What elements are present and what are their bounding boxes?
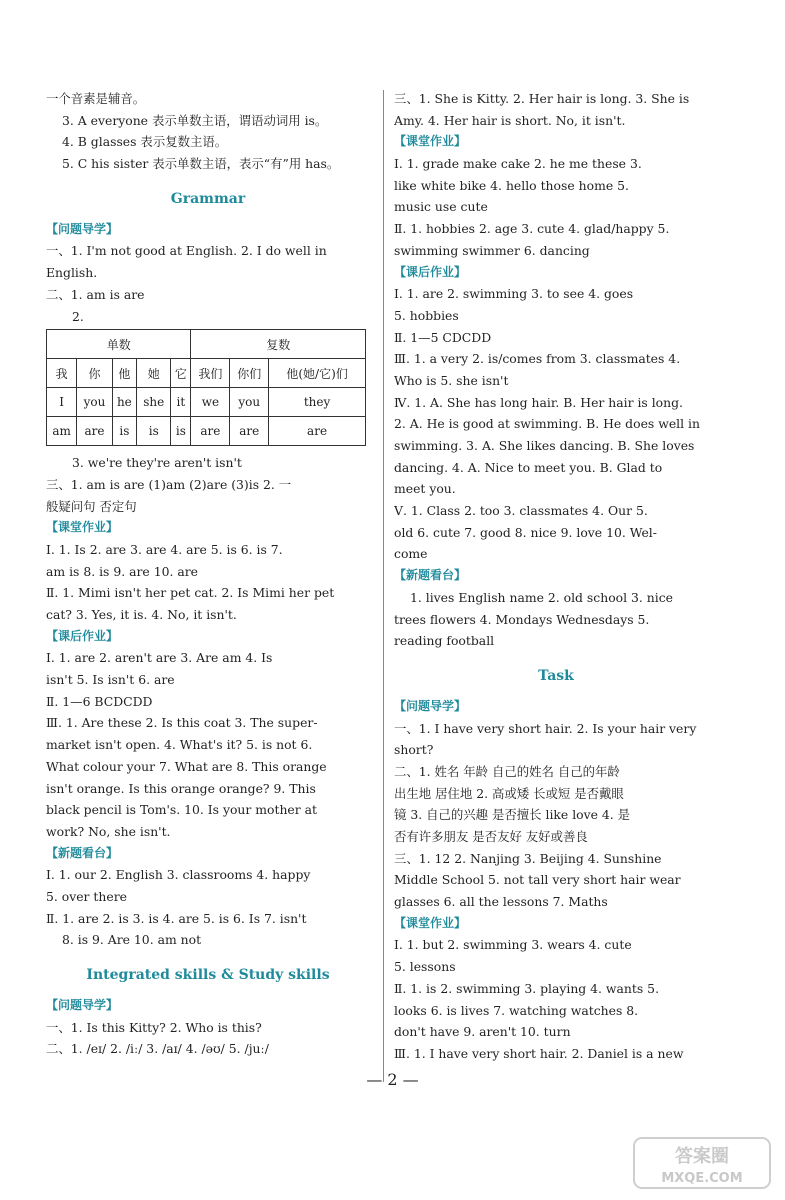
tag-wenti-daoxue: 【问题导学】 <box>46 998 119 1012</box>
text-line: Ⅲ. 1. I have very short hair. 2. Daniel is a new <box>394 1045 684 1061</box>
text-line: 8. is 9. Are 10. am not <box>62 932 202 948</box>
text-line: 5. hobbies <box>394 307 459 323</box>
text-line: meet you. <box>394 481 456 497</box>
tag-kehou-zuoye: 【课后作业】 <box>46 628 119 643</box>
section-title-integrated: Integrated skills & Study skills <box>86 967 330 983</box>
tag-ketang-zuoye: 【课堂作业】 <box>394 134 467 149</box>
table-cell: we <box>191 388 230 417</box>
table-cell: 他 <box>112 359 137 388</box>
table-cell: are <box>269 417 366 446</box>
left-column <box>46 88 370 1060</box>
table-cell: are <box>77 417 112 446</box>
text-line: Ⅱ. 1. are 2. is 3. is 4. are 5. is 6. Is 7. isn't <box>46 910 307 926</box>
table-cell: are <box>191 417 230 446</box>
table-cell: 我 <box>47 359 77 388</box>
text-line: 1. lives English name 2. old school 3. nice <box>410 589 673 605</box>
text-line: Ⅲ. 1. a very 2. is/comes from 3. classmates 4. <box>394 351 681 367</box>
text-line: swimming swimmer 6. dancing <box>394 242 590 258</box>
table-cell: 它 <box>171 359 191 388</box>
text-line: 三、1. am is are (1)am (2)are (3)is 2. 一 <box>46 476 292 492</box>
text-line: 一个音素是辅音。 <box>46 91 146 106</box>
text-line: 二、1. am is are <box>46 286 145 302</box>
text-line: What colour your 7. What are 8. This orange <box>46 758 327 774</box>
text-line: isn't 5. Is isn't 6. are <box>46 672 175 688</box>
text-line: 般疑问句 否定句 <box>46 498 137 514</box>
tag-xinti-kantai: 【新题看台】 <box>394 568 467 583</box>
text-line: 4. B glasses 表示复数主语。 <box>62 134 228 150</box>
column-divider <box>383 90 384 1082</box>
text-line: trees flowers 4. Mondays Wednesdays 5. <box>394 611 650 627</box>
table-cell: you <box>77 388 112 417</box>
text-line: Ⅳ. 1. A. She has long hair. B. Her hair is long. <box>394 394 683 410</box>
table-row <box>47 359 366 388</box>
text-line: 3. A everyone 表示单数主语，谓语动词用 is。 <box>62 112 328 128</box>
text-line: come <box>394 546 428 562</box>
text-line: isn't orange. Is this orange orange? 9. This <box>46 780 316 796</box>
text-line: work? No, she isn't. <box>46 823 171 839</box>
text-line: Ⅱ. 1. hobbies 2. age 3. cute 4. glad/happy 5. <box>394 221 670 237</box>
text-line: cat? 3. Yes, it is. 4. No, it isn't. <box>46 607 237 622</box>
text-line: Ⅲ. 1. Are these 2. Is this coat 3. The super- <box>46 715 318 731</box>
text-line: looks 6. is lives 7. watching watches 8. <box>394 1002 639 1018</box>
table-cell: is <box>112 417 137 446</box>
table-header-plural: 复数 <box>191 330 366 359</box>
text-line: Ⅰ. 1. Is 2. are 3. are 4. are 5. is 6. is 7. <box>46 541 283 557</box>
watermark-logo <box>632 1136 772 1190</box>
text-line: 5. over there <box>46 888 127 904</box>
text-line: black pencil is Tom's. 10. Is your mother at <box>46 802 317 818</box>
right-column <box>394 88 718 1065</box>
table-cell: 你 <box>77 359 112 388</box>
page-number: — 2 — <box>366 1070 419 1089</box>
table-cell: you <box>230 388 269 417</box>
text-line: swimming. 3. A. She likes dancing. B. She loves <box>394 438 695 453</box>
text-line: 2. A. He is good at swimming. B. He does well in <box>394 416 700 432</box>
text-line: reading football <box>394 633 495 649</box>
tag-wenti-daoxue: 【问题导学】 <box>394 698 467 713</box>
text-line: Middle School 5. not tall very short hair wear <box>394 872 681 888</box>
text-line: 出生地 居住地 2. 高或矮 长或短 是否戴眼 <box>394 785 624 801</box>
text-line: music use cute <box>394 199 488 215</box>
text-line: Ⅱ. 1—6 BCDCDD <box>46 693 153 709</box>
table-cell: 她 <box>137 359 171 388</box>
text-line: Ⅰ. 1. our 2. English 3. classrooms 4. happy <box>46 867 311 883</box>
text-line: 5. lessons <box>394 959 456 975</box>
table-cell: he <box>112 388 137 417</box>
text-line: Ⅱ. 1—5 CDCDD <box>394 329 492 345</box>
table-cell: am <box>47 417 77 446</box>
text-line: 二、1. /eɪ/ 2. /iː/ 3. /aɪ/ 4. /əʊ/ 5. /juː/ <box>46 1041 269 1057</box>
text-line: 三、1. She is Kitty. 2. Her hair is long. 3. She is <box>394 91 690 106</box>
text-line: am is 8. is 9. are 10. are <box>46 563 198 579</box>
text-line: 一、1. I'm not good at English. 2. I do well in <box>46 243 327 259</box>
text-line: 5. C his sister 表示单数主语，表示“有”用 has。 <box>62 156 340 172</box>
text-line: 3. we're they're aren't isn't <box>72 455 242 471</box>
table-row <box>47 388 366 417</box>
table-cell: 他(她/它)们 <box>269 359 366 388</box>
text-line: Ⅰ. 1. are 2. aren't are 3. Are am 4. Is <box>46 650 273 666</box>
section-title-task: Task <box>538 667 574 684</box>
text-line: Ⅰ. 1. are 2. swimming 3. to see 4. goes <box>394 286 634 302</box>
table-cell: are <box>230 417 269 446</box>
table-cell: is <box>171 417 191 446</box>
tag-xinti-kantai: 【新题看台】 <box>46 845 119 860</box>
table-header-single: 单数 <box>47 330 191 359</box>
section-title-grammar: Grammar <box>170 190 246 207</box>
text-line: glasses 6. all the lessons 7. Maths <box>394 894 608 910</box>
tag-wenti-daoxue: 【问题导学】 <box>46 221 119 236</box>
table-cell: they <box>269 388 366 417</box>
text-line: dancing. 4. A. Nice to meet you. B. Glad to <box>394 459 663 475</box>
text-line: 镜 3. 自己的兴趣 是否擅长 like love 4. 是 <box>394 807 631 823</box>
tag-ketang-zuoye: 【课堂作业】 <box>46 520 119 535</box>
text-line: old 6. cute 7. good 8. nice 9. love 10. Wel- <box>394 524 657 540</box>
tag-ketang-zuoye: 【课堂作业】 <box>394 915 467 930</box>
table-cell: 你们 <box>230 359 269 388</box>
text-line: don't have 9. aren't 10. turn <box>394 1024 571 1040</box>
text-line: market isn't open. 4. What's it? 5. is not 6. <box>46 737 313 753</box>
text-line: Ⅰ. 1. but 2. swimming 3. wears 4. cute <box>394 937 632 953</box>
text-line: like white bike 4. hello those home 5. <box>394 177 629 193</box>
text-line: Ⅱ. 1. is 2. swimming 3. playing 4. wants 5. <box>394 980 660 996</box>
text-line: 二、1. 姓名 年龄 自己的姓名 自己的年龄 <box>394 763 620 779</box>
text-line: 一、1. Is this Kitty? 2. Who is this? <box>46 1019 262 1035</box>
table-cell: 我们 <box>191 359 230 388</box>
table-row <box>47 417 366 446</box>
text-line: English. <box>46 265 98 281</box>
text-line: Who is 5. she isn't <box>394 372 509 388</box>
table-cell: I <box>47 388 77 417</box>
table-cell: it <box>171 388 191 417</box>
table-cell: is <box>137 417 171 446</box>
text-line: Ⅱ. 1. Mimi isn't her pet cat. 2. Is Mimi her pet <box>46 585 335 601</box>
table-cell: she <box>137 388 171 417</box>
tag-kehou-zuoye: 【课后作业】 <box>394 264 467 279</box>
pronoun-verb-table <box>46 329 366 446</box>
svg-text:答案圈: 答案圈 <box>675 1146 729 1167</box>
text-line: 否有许多朋友 是否友好 友好或善良 <box>394 829 588 844</box>
text-line: short? <box>394 742 434 758</box>
text-line: 一、1. I have very short hair. 2. Is your hair very <box>394 720 697 736</box>
text-line: 2. <box>72 308 84 324</box>
text-line: Ⅰ. 1. grade make cake 2. he me these 3. <box>394 156 642 172</box>
text-line: Ⅴ. 1. Class 2. too 3. classmates 4. Our 5. <box>394 503 648 519</box>
svg-text:MXQE.COM: MXQE.COM <box>661 1171 743 1186</box>
text-line: 三、1. 12 2. Nanjing 3. Beijing 4. Sunshine <box>394 850 662 866</box>
text-line: Amy. 4. Her hair is short. No, it isn't. <box>394 112 626 128</box>
